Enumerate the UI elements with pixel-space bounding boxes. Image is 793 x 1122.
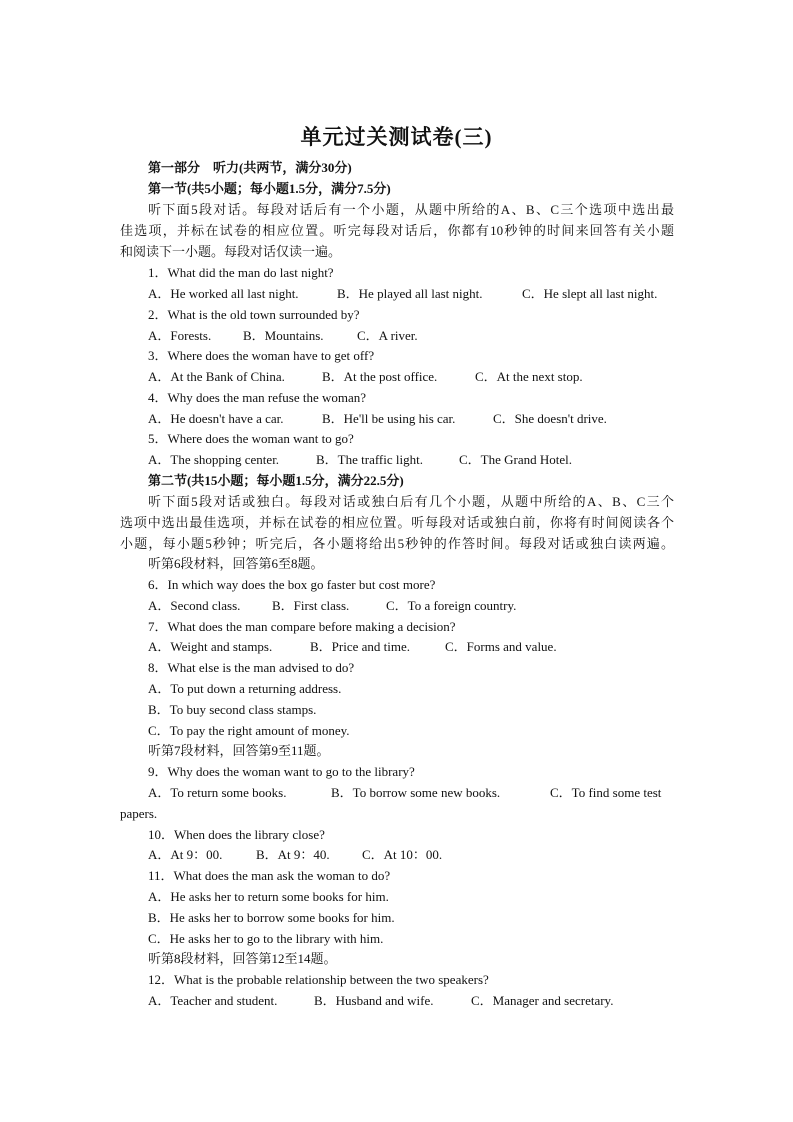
material-7-note: 听第7段材料，回答第9至11题。 <box>148 743 330 758</box>
section1-instruction-line: 听下面5段对话。每段对话后有一个小题，从题中所给的A、B、C三个选项中选出最 <box>148 202 674 217</box>
option-b: B．He'll be using his car. <box>322 411 456 426</box>
option-a: A．Weight and stamps. <box>148 639 273 654</box>
option-b: B．He played all last night. <box>337 286 483 301</box>
question-5-options <box>148 450 674 470</box>
section1-instruction-line: 佳选项，并标在试卷的相应位置。听完每段对话后，你都有10秒钟的时间来回答有关小题 <box>120 223 674 238</box>
option-a: A．At the Bank of China. <box>148 369 285 384</box>
option-c: C．She doesn't drive. <box>493 411 607 426</box>
question-12-options <box>148 991 674 1011</box>
option-b: B．Mountains. <box>243 328 324 343</box>
option-a: A．To return some books. <box>148 785 287 800</box>
material-8-note: 听第8段材料，回答第12至14题。 <box>148 951 337 966</box>
section1-instruction-line: 和阅读下一小题。每段对话仅读一遍。 <box>120 244 342 259</box>
question-2: 2．What is the old town surrounded by? <box>148 307 360 322</box>
option-b: B．He asks her to borrow some books for him. <box>148 910 395 925</box>
option-a: A．Second class. <box>148 598 241 613</box>
option-b: B．To borrow some new books. <box>331 785 501 800</box>
question-9-options <box>148 783 674 803</box>
option-b: B．At the post office. <box>322 369 438 384</box>
option-c-continuation: papers. <box>120 806 158 821</box>
option-c: C．At 10：00. <box>362 847 443 862</box>
question-10: 10．When does the library close? <box>148 827 325 842</box>
question-6: 6．In which way does the box go faster but cost more? <box>148 577 436 592</box>
option-a: A．Forests. <box>148 328 212 343</box>
option-a: A．He worked all last night. <box>148 286 299 301</box>
question-3: 3．Where does the woman have to get off? <box>148 348 375 363</box>
option-c: C．At the next stop. <box>475 369 583 384</box>
option-a: A．He doesn't have a car. <box>148 411 284 426</box>
section2-instruction-line: 小题，每小题5秒钟；听完后，各小题将给出5秒钟的作答时间。每段对话或独白读两遍。 <box>120 536 674 551</box>
option-c: C．Manager and secretary. <box>471 993 614 1008</box>
question-1: 1．What did the man do last night? <box>148 265 334 280</box>
material-6-note: 听第6段材料，回答第6至8题。 <box>148 556 324 571</box>
question-10-options <box>148 845 674 865</box>
section1-heading: 第一节(共5小题；每小题1.5分，满分7.5分) <box>148 181 391 196</box>
option-c: C．He asks her to go to the library with him. <box>148 931 384 946</box>
section2-heading: 第二节(共15小题；每小题1.5分，满分22.5分) <box>148 473 404 488</box>
option-c: C．He slept all last night. <box>522 286 658 301</box>
question-3-options <box>148 367 674 387</box>
question-8: 8．What else is the man advised to do? <box>148 660 355 675</box>
option-c: C．Forms and value. <box>445 639 557 654</box>
option-b: B．The traffic light. <box>316 452 423 467</box>
option-a: A．The shopping center. <box>148 452 280 467</box>
question-12: 12．What is the probable relationship between the two speakers? <box>148 972 489 987</box>
option-c: C．To a foreign country. <box>386 598 517 613</box>
option-c: C．To pay the right amount of money. <box>148 723 350 738</box>
option-a: A．Teacher and student. <box>148 993 278 1008</box>
option-b: B．First class. <box>272 598 350 613</box>
page-title: 单元过关测试卷(三) <box>300 125 493 149</box>
question-4-options <box>148 409 674 429</box>
question-4: 4．Why does the man refuse the woman? <box>148 390 367 405</box>
question-5: 5．Where does the woman want to go? <box>148 431 354 446</box>
question-1-options <box>148 284 674 304</box>
option-c: C．A river. <box>357 328 418 343</box>
option-a: A．To put down a returning address. <box>148 681 342 696</box>
option-b: B．To buy second class stamps. <box>148 702 317 717</box>
question-6-options <box>148 596 674 616</box>
question-2-options <box>148 326 674 346</box>
option-c: C．To find some test <box>550 785 662 800</box>
question-9: 9．Why does the woman want to go to the library? <box>148 764 415 779</box>
option-b: B．At 9：40. <box>256 847 330 862</box>
option-b: B．Husband and wife. <box>314 993 434 1008</box>
section2-instruction-line: 选项中选出最佳选项，并标在试卷的相应位置。听每段对话或独白前，你将有时间阅读各个 <box>120 515 674 530</box>
question-7-options <box>148 637 674 657</box>
option-a: A．He asks her to return some books for him. <box>148 889 389 904</box>
question-11: 11．What does the man ask the woman to do? <box>148 868 391 883</box>
question-7: 7．What does the man compare before making a decision? <box>148 619 456 634</box>
option-c: C．The Grand Hotel. <box>459 452 573 467</box>
option-a: A．At 9：00. <box>148 847 223 862</box>
option-b: B．Price and time. <box>310 639 411 654</box>
section2-instruction-line: 听下面5段对话或独白。每段对话或独白后有几个小题，从题中所给的A、B、C三个 <box>148 494 674 509</box>
part1-heading: 第一部分 听力(共两节，满分30分) <box>148 160 352 175</box>
